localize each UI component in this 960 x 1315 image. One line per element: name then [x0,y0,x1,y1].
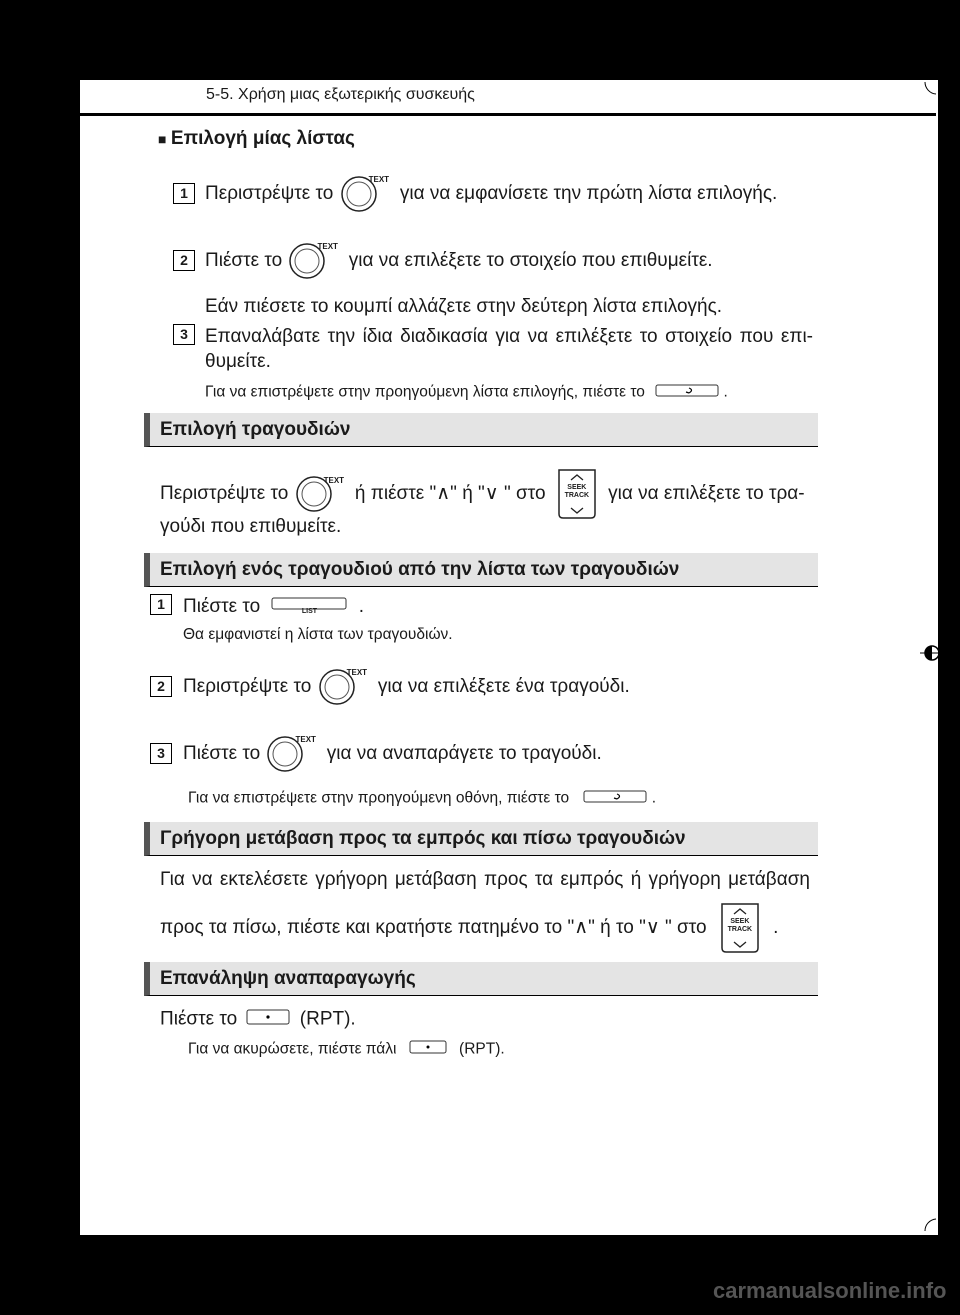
from-list-step-2: Περιστρέψτε το TEXT για να επιλέξετε ένα τραγούδι. [183,665,630,709]
from-list-step-3: Πιέστε το TEXT για να αναπαράγετε το τραγούδι. [183,732,602,776]
repeat-text: Πιέστε το (RPT). [160,1006,356,1033]
side-rule-bottom [938,1180,941,1220]
side-rule-top [938,116,941,416]
step-2-text: Πιέστε το TEXT για να επιλέξετε το στοιχείο που επιθυμείτε. [205,239,713,283]
fast-line2: προς τα πίσω, πιέστε και κρατήστε πατημένο το "∧" ή το "∨ " στο SEEK TRACK . [160,902,778,954]
rpt-button-icon [246,1006,290,1033]
header-rule [80,113,936,116]
page-header: 5-5. Χρήση μιας εξωτερικής συσκευής [206,86,475,103]
repeat-note: Για να ακυρώσετε, πιέστε πάλι (RPT). [188,1038,505,1061]
tune-knob-icon: TEXT [339,172,395,216]
step-3-line2: θυμείτε. [205,351,271,372]
section-heading: Επανάληψη αναπαραγωγής [144,962,818,996]
step-number: 1 [173,183,195,204]
seek-track-switch-icon: SEEK TRACK [555,468,599,520]
fast-line1: Για να εκτελέσετε γρήγορη μετάβαση προς τα εμπρός ή γρήγορη μετάβαση [160,869,810,890]
list-button-icon: LIST [271,594,347,619]
from-list-step-1: Πιέστε το LIST . [183,594,364,619]
from-list-step-1-note: Θα εμφανιστεί η λίστα των τραγουδιών. [183,626,453,643]
seek-track-switch-icon: SEEK TRACK [718,902,762,954]
back-button-icon [655,382,719,403]
section-heading: Γρήγορη μετάβαση προς τα εμπρός και πίσω τραγουδιών [144,822,818,856]
crop-mark-icon [920,80,940,100]
subsection-title [158,128,355,150]
step-number: 3 [150,743,172,764]
song-select-text: Περιστρέψτε το TEXT ή πιέστε "∧" ή "∨ " στο SEEK TRACK για να επιλέξετε το τρα- [160,468,805,514]
subsection-title-text: Επιλογή μίας λίστας [170,128,355,149]
step-number: 1 [150,594,172,615]
step-number: 2 [173,250,195,271]
step-3-line1: Επαναλάβατε την ίδια διαδικασία για να επιλέξετε το στοιχείο που επι- [205,326,813,347]
step-2-extra: Εάν πιέσετε το κουμπί αλλάζετε στην δεύτερη λίστα επιλογής. [205,296,723,317]
step-number: 2 [150,676,172,697]
section-heading: Επιλογή ενός τραγουδιού από την λίστα των τραγουδιών [144,553,818,587]
registration-mark-icon [920,643,940,663]
tune-knob-icon: TEXT [287,239,343,283]
tune-knob-icon: TEXT [294,472,350,516]
song-select-line2: γούδι που επιθυμείτε. [160,516,342,537]
crop-mark-icon [920,1215,940,1235]
return-screen-note: Για να επιστρέψετε στην προηγούμενη οθόνη, πιέστε το . [188,788,656,809]
back-button-icon [583,788,647,809]
return-note: Για να επιστρέψετε στην προηγούμενη λίστα επιλογής, πιέστε το . [205,382,728,403]
section-heading: Επιλογή τραγουδιών [144,413,818,447]
step-number: 3 [173,324,195,345]
tune-knob-icon: TEXT [265,732,321,776]
step-1-text: Περιστρέψτε το TEXT για να εμφανίσετε την πρώτη λίστα επιλογής. [205,172,777,216]
square-bullet-icon: ■ [158,131,167,147]
rpt-button-icon [409,1038,447,1061]
tune-knob-icon: TEXT [317,665,373,709]
watermark: carmanualsonline.info [713,1278,947,1303]
